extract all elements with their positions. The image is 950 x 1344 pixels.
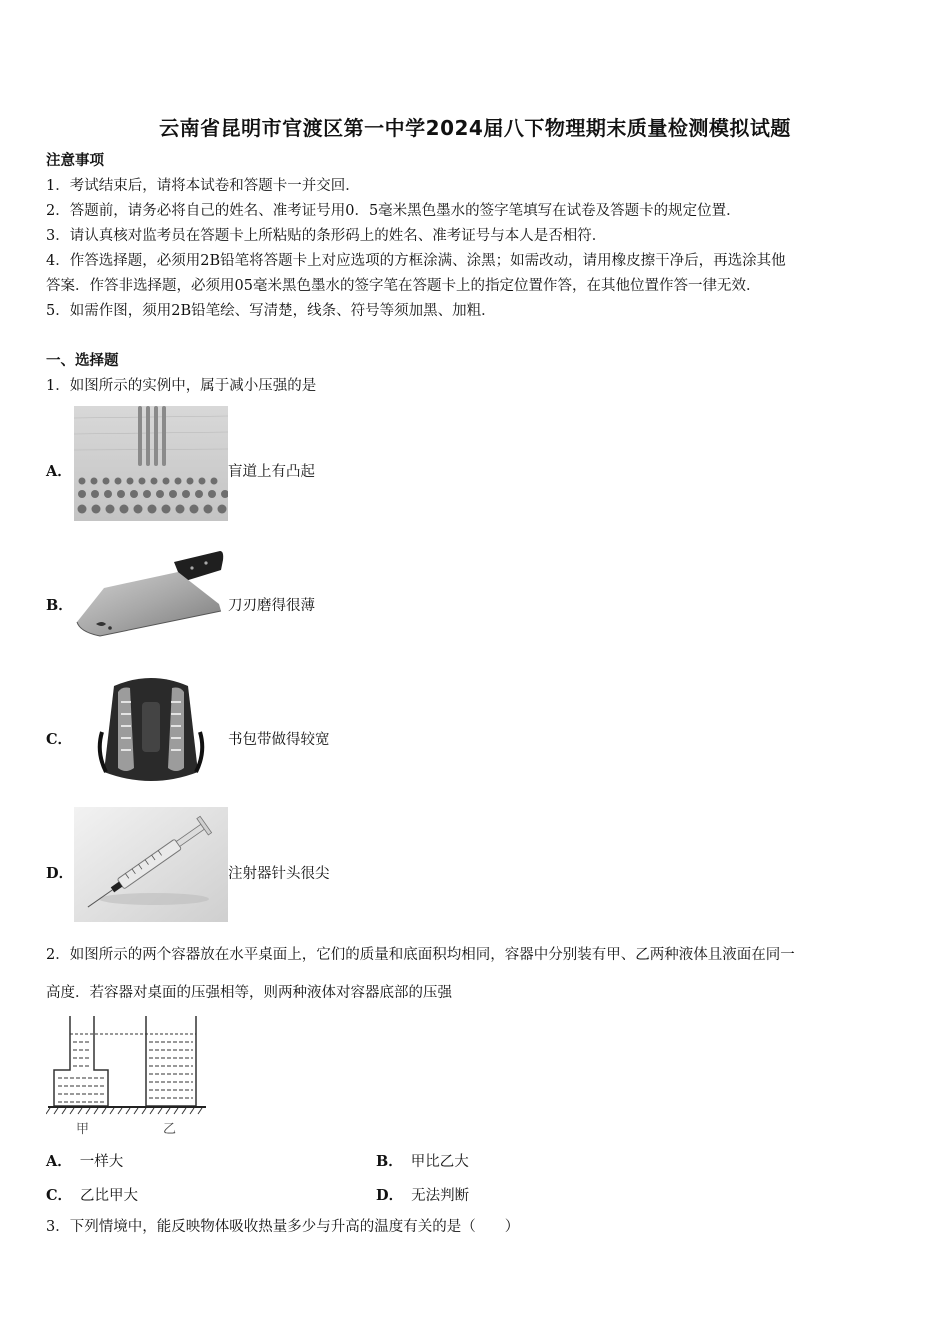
q2-option-c	[46, 1184, 138, 1205]
notice-item: 答案．作答非选择题，必须用05毫米黑色墨水的签字笔在答题卡上的指定位置作答，在其他位置作答一律无效．	[46, 278, 761, 294]
page-title: 云南省昆明市官渡区第一中学2024届八下物理期末质量检测模拟试题	[159, 116, 791, 140]
option-d-letter: D．	[46, 865, 74, 882]
cleaver-image	[74, 548, 228, 638]
q2-option-b	[376, 1150, 469, 1171]
q2-option-d-letter: D．	[376, 1187, 404, 1204]
tactile-paving-image	[74, 406, 228, 521]
container-label-jia: 甲	[76, 1122, 90, 1137]
option-a-text: 盲道上有凸起	[228, 464, 315, 480]
question-2-stem-line1: 2．如图所示的两个容器放在水平桌面上，它们的质量和底面积均相同，容器中分别装有甲、乙两种液体且液面在同一	[46, 947, 795, 963]
question-1-stem: 1．如图所示的实例中，属于减小压强的是	[46, 378, 317, 394]
option-b-letter: B．	[46, 597, 73, 614]
notice-item: 5．如需作图，须用2B铅笔绘、写清楚，线条、符号等须加黑、加粗．	[46, 303, 496, 319]
q2-option-b-letter: B．	[376, 1153, 403, 1170]
option-a-letter: A．	[46, 463, 72, 480]
q2-option-a-text: 一样大	[79, 1154, 124, 1170]
question-2-stem-line2: 高度．若容器对桌面的压强相等，则两种液体对容器底部的压强	[46, 985, 452, 1001]
q2-option-c-letter: C．	[46, 1187, 73, 1204]
q2-option-c-text: 乙比甲大	[80, 1188, 139, 1204]
notice-item: 1．考试结束后，请将本试卷和答题卡一并交回．	[46, 178, 360, 194]
option-d-text: 注射器针头很尖	[228, 866, 330, 882]
backpack-image	[96, 672, 206, 787]
option-c-text: 书包带做得较宽	[228, 732, 330, 748]
section-heading: 一、选择题	[46, 352, 119, 369]
question-3-stem: 3．下列情境中，能反映物体吸收热量多少与升高的温度有关的是（ ）	[46, 1219, 520, 1235]
notice-heading: 注意事项	[46, 152, 104, 169]
containers-diagram	[46, 1012, 216, 1137]
notice-item: 3．请认真核对监考员在答题卡上所粘贴的条形码上的姓名、准考证号与本人是否相符．	[46, 228, 607, 244]
option-b-text: 刀刃磨得很薄	[228, 598, 315, 614]
option-c-letter: C．	[46, 731, 73, 748]
notice-item: 2．答题前，请务必将自己的姓名、准考证号用0．5毫米黑色墨水的签字笔填写在试卷及答题卡的规定位置．	[46, 203, 741, 219]
syringe-image	[74, 807, 228, 922]
q2-option-b-text: 甲比乙大	[410, 1154, 469, 1170]
notice-item: 4．作答选择题，必须用2B铅笔将答题卡上对应选项的方框涂满、涂黑；如需改动，请用橡皮擦干净后，再选涂其他	[46, 253, 786, 269]
q2-option-d	[376, 1184, 469, 1205]
q2-option-a-letter: A．	[46, 1153, 72, 1170]
container-label-yi: 乙	[163, 1122, 177, 1137]
q2-option-d-text: 无法判断	[411, 1188, 470, 1204]
q2-option-a	[46, 1150, 123, 1171]
